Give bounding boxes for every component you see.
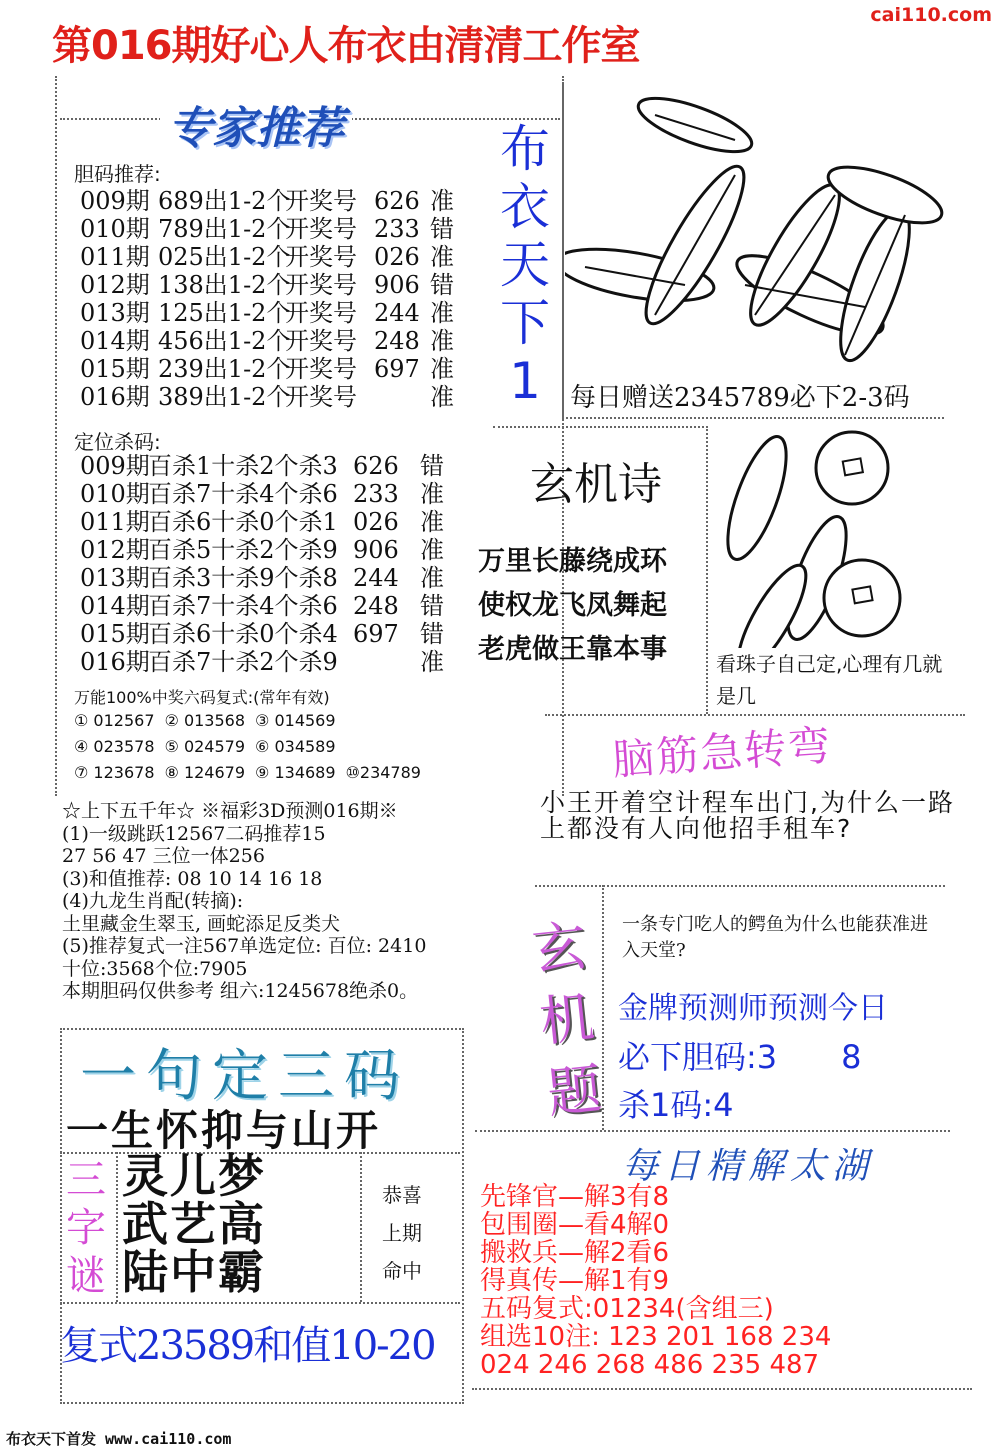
table-row — [80, 480, 480, 508]
page-title: 第016期好心人布衣由清清工作室 — [52, 23, 640, 69]
result-cell: 错 — [420, 452, 444, 480]
pick-cell: 百杀7十杀4个杀6 — [148, 480, 338, 508]
pick-cell: 389出1-2个 — [158, 383, 291, 411]
six-code: ② 013568 — [164, 711, 246, 730]
pick-cell: 456出1-2个 — [158, 327, 291, 355]
result-cell: 准 — [420, 648, 444, 676]
buyi-vertical — [495, 120, 555, 410]
history-line: (3)和值推荐: 08 10 14 16 18 — [62, 867, 323, 890]
label-cell: 开奖号 — [285, 327, 357, 355]
taihu-line: 搬救兵—解2看6 — [480, 1238, 670, 1268]
issue-cell: 010期 — [80, 215, 150, 243]
result-cell: 准 — [430, 243, 454, 271]
pick-cell: 125出1-2个 — [158, 299, 291, 327]
vertical-char: 衣 — [500, 178, 550, 236]
six-code: ⑧ 124679 — [164, 763, 246, 782]
gold-line: 金牌预测师预测今日 — [618, 991, 888, 1026]
pick-cell: 百杀7十杀2个杀9 — [148, 648, 338, 676]
history-line: (1)一级跳跃12567二码推荐15 — [62, 822, 326, 845]
riddle-words — [122, 1149, 356, 1299]
riddle-label: 三字谜 — [66, 1157, 106, 1299]
site-badge[interactable]: cai110.com — [870, 4, 992, 26]
result-cell: 准 — [430, 327, 454, 355]
dan-table — [80, 187, 480, 417]
table-row — [80, 243, 480, 271]
vertical-char: 天 — [500, 236, 550, 294]
result-cell: 准 — [420, 480, 444, 508]
result-cell: 准 — [420, 564, 444, 592]
draw-cell: 697 — [374, 355, 420, 383]
result-cell: 准 — [430, 299, 454, 327]
pick-cell: 百杀6十杀0个杀1 — [148, 508, 338, 536]
table-row — [80, 564, 480, 592]
label-cell: 开奖号 — [285, 187, 357, 215]
draw-cell: 244 — [353, 564, 399, 592]
draw-cell: 906 — [353, 536, 399, 564]
issue-cell: 016期 — [80, 648, 150, 676]
poem-line: 万里长藤绕成环 — [478, 546, 667, 577]
label-cell: 开奖号 — [285, 355, 357, 383]
vertical-char: 1 — [509, 352, 541, 410]
sentence-footer: 复式23589和值10-20 — [60, 1323, 435, 1369]
table-row — [80, 536, 480, 564]
beads-graphic-1 — [565, 85, 945, 375]
puzzle-vertical: 玄机题 — [529, 913, 605, 1126]
congrats-line: 上期 — [382, 1221, 422, 1245]
kill-label: 定位杀码: — [74, 430, 161, 454]
issue-cell: 014期 — [80, 327, 150, 355]
pick-cell: 百杀7十杀4个杀6 — [148, 592, 338, 620]
label-cell: 开奖号 — [285, 215, 357, 243]
poem-lines — [478, 540, 667, 672]
table-row — [80, 620, 480, 648]
table-row — [80, 452, 480, 480]
pick-cell: 百杀1十杀2个杀3 — [148, 452, 338, 480]
expert-heading: 专家推荐 — [160, 92, 352, 156]
result-cell: 错 — [420, 592, 444, 620]
issue-cell: 011期 — [80, 243, 150, 271]
gold-prediction — [618, 985, 948, 1129]
table-row — [80, 187, 480, 215]
history-line: (5)推荐复式一注567单选定位: 百位: 2410 — [62, 935, 427, 957]
pick-cell: 239出1-2个 — [158, 355, 291, 383]
issue-cell: 015期 — [80, 355, 150, 383]
draw-cell: 026 — [353, 508, 399, 536]
six-code-row — [74, 708, 431, 734]
draw-cell: 697 — [353, 620, 399, 648]
issue-cell: 013期 — [80, 299, 150, 327]
congrats-line: 恭喜 — [382, 1183, 422, 1207]
table-row — [80, 648, 480, 676]
six-code-row — [74, 760, 431, 786]
history-line: 本期胆码仅供参考 组六:1245678绝杀0。 — [62, 980, 419, 1002]
label-cell: 开奖号 — [285, 243, 357, 271]
pick-cell: 百杀3十杀9个杀8 — [148, 564, 338, 592]
result-cell: 准 — [430, 187, 454, 215]
six-code: ⑤ 024579 — [164, 737, 246, 756]
result-cell: 错 — [420, 620, 444, 648]
poem-line: 使权龙飞凤舞起 — [478, 590, 667, 621]
brain-heading: 脑筋急转弯 — [610, 720, 834, 785]
six-code: ⑦ 123678 — [74, 763, 155, 782]
result-cell: 准 — [430, 383, 454, 411]
table-row — [80, 383, 480, 411]
draw-cell: 248 — [353, 592, 399, 620]
issue-cell: 009期 — [80, 452, 150, 480]
table-row — [80, 508, 480, 536]
brain-question: 小王开着空计程车出门,为什么一路上都没有人向他招手租车? — [540, 788, 955, 843]
issue-cell: 014期 — [80, 592, 150, 620]
taihu-line: 五码复式:01234(含组三) — [480, 1294, 774, 1324]
six-code-grid — [74, 708, 431, 786]
pick-cell: 百杀5十杀2个杀9 — [148, 536, 338, 564]
history-block — [62, 800, 542, 1003]
taihu-heading: 每日精解太湖 — [622, 1146, 875, 1187]
draw-cell: 233 — [374, 215, 420, 243]
issue-cell: 012期 — [80, 271, 150, 299]
draw-cell: 248 — [374, 327, 420, 355]
table-row — [80, 327, 480, 355]
label-cell: 开奖号 — [285, 271, 357, 299]
daily-gift: 每日赠送2345789必下2-3码 — [570, 383, 910, 413]
draw-cell: 906 — [374, 271, 420, 299]
taihu-line: 得真传—解1有9 — [480, 1266, 670, 1296]
result-cell: 准 — [420, 536, 444, 564]
table-row — [80, 299, 480, 327]
issue-cell: 011期 — [80, 508, 150, 536]
sentence-line: 一生怀抑与山开 — [66, 1106, 382, 1155]
poem-heading: 玄机诗 — [530, 459, 662, 510]
draw-cell: 626 — [374, 187, 420, 215]
draw-cell: 233 — [353, 480, 399, 508]
pick-cell: 138出1-2个 — [158, 271, 291, 299]
six-code: ⑥ 034589 — [255, 737, 336, 756]
result-cell: 准 — [430, 355, 454, 383]
vertical-char: 下 — [500, 294, 550, 352]
issue-cell: 015期 — [80, 620, 150, 648]
result-cell: 准 — [420, 508, 444, 536]
table-row — [80, 215, 480, 243]
result-cell: 错 — [430, 271, 454, 299]
poem-line: 老虎做王靠本事 — [478, 634, 667, 665]
label-cell: 开奖号 — [285, 299, 357, 327]
taihu-line: 024 246 268 486 235 487 — [480, 1350, 820, 1380]
taihu-line: 先锋官—解3有8 — [480, 1182, 670, 1212]
taihu-line: 包围圈—看4解0 — [480, 1210, 670, 1240]
draw-cell: 026 — [374, 243, 420, 271]
pick-cell: 689出1-2个 — [158, 187, 291, 215]
six-code: ⑩234789 — [345, 763, 421, 782]
table-row — [80, 355, 480, 383]
result-cell: 错 — [430, 215, 454, 243]
history-line: 土里藏金生翠玉, 画蛇添足反类犬 — [62, 912, 341, 935]
dan-label: 胆码推荐: — [74, 162, 161, 186]
vertical-char: 布 — [500, 120, 550, 178]
draw-cell: 244 — [374, 299, 420, 327]
issue-cell: 009期 — [80, 187, 150, 215]
history-line: (4)九龙生肖配(转摘): — [62, 890, 244, 912]
history-line: ☆上下五千年☆ ※福彩3D预测016期※ — [62, 800, 398, 822]
six-code-row — [74, 734, 431, 760]
six-code: ④ 023578 — [74, 737, 155, 756]
table-row — [80, 271, 480, 299]
riddle-word: 灵儿梦 — [122, 1149, 266, 1203]
six-code-title: 万能100%中奖六码复式:(常年有效) — [74, 688, 330, 707]
poem-note: 看珠子自己定,心理有几就是几 — [716, 652, 943, 708]
taihu-line: 组选10注: 123 201 168 234 — [480, 1322, 832, 1352]
six-code: ⑨ 134689 — [255, 763, 336, 782]
six-code: ① 012567 — [74, 711, 155, 730]
pick-cell: 025出1-2个 — [158, 243, 291, 271]
gold-line: 杀1码:4 — [618, 1086, 734, 1124]
pick-cell: 789出1-2个 — [158, 215, 291, 243]
kill-table — [80, 452, 480, 682]
issue-cell: 012期 — [80, 536, 150, 564]
footer-credit[interactable]: 布衣天下首发 www.cai110.com — [6, 1430, 232, 1448]
issue-cell: 016期 — [80, 383, 150, 411]
label-cell: 开奖号 — [285, 383, 357, 411]
pick-cell: 百杀6十杀0个杀4 — [148, 620, 338, 648]
congrats — [382, 1176, 442, 1290]
gold-line: 必下胆码:3 8 — [618, 1038, 862, 1076]
taihu-lines — [480, 1183, 831, 1379]
puzzle-question: 一条专门吃人的鳄鱼为什么也能获准进入天堂? — [622, 914, 928, 961]
six-code: ③ 014569 — [255, 711, 336, 730]
riddle-word: 武艺高 — [122, 1197, 266, 1251]
table-row — [80, 592, 480, 620]
history-line: 十位:3568个位:7905 — [62, 957, 248, 980]
issue-cell: 013期 — [80, 564, 150, 592]
congrats-line: 命中 — [382, 1259, 422, 1283]
beads-graphic-2 — [712, 428, 957, 648]
draw-cell: 626 — [353, 452, 399, 480]
issue-cell: 010期 — [80, 480, 150, 508]
riddle-word: 陆中霸 — [122, 1245, 266, 1299]
history-line: 27 56 47 三位一体256 — [62, 845, 265, 867]
poem-divider — [493, 426, 708, 428]
sentence-heading: 一句定三码 — [80, 1044, 410, 1109]
